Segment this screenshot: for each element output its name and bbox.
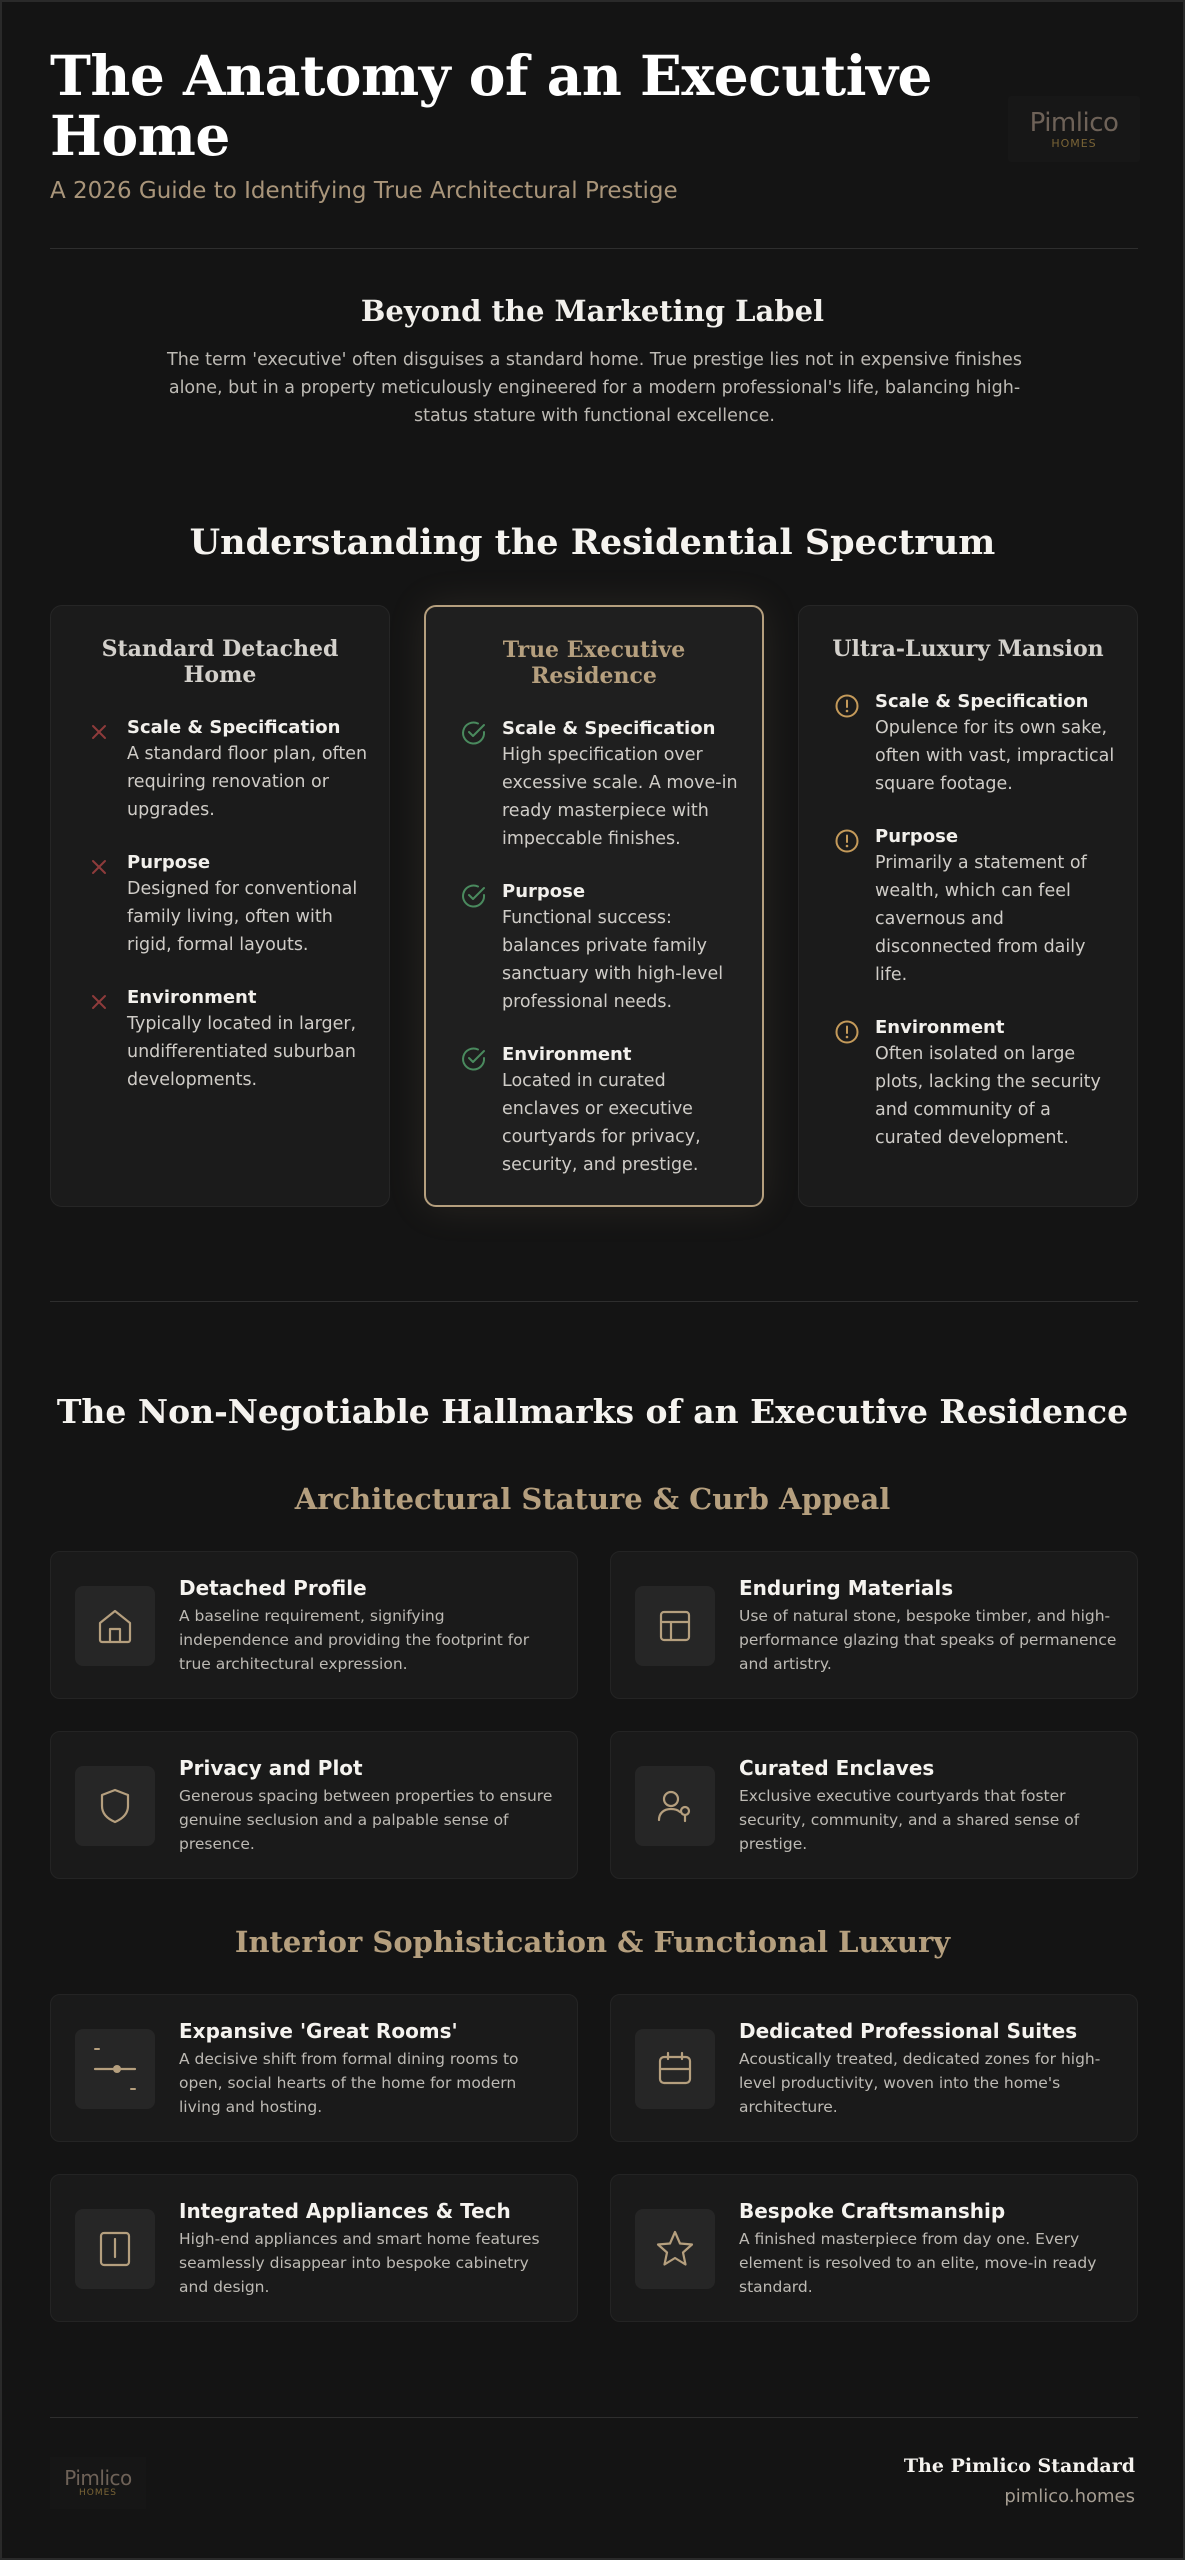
card-title: Curated Enclaves (739, 1756, 935, 1780)
card-title: Bespoke Craftsmanship (739, 2199, 1006, 2223)
hallmarks-group-title: Architectural Stature & Curb Appeal (294, 1482, 891, 1516)
house-icon (75, 1586, 155, 1666)
criterion-item (833, 825, 1117, 989)
card-title: Integrated Appliances & Tech (179, 2199, 511, 2223)
hallmark-card (50, 1731, 578, 1879)
card-title: Privacy and Plot (179, 1756, 363, 1780)
page-subtitle: A 2026 Guide to Identifying True Architectural Prestige (50, 178, 678, 204)
x-icon (85, 853, 113, 881)
divider (50, 248, 1138, 249)
criterion-item (85, 986, 369, 1094)
alert-circle-icon (833, 692, 861, 720)
footer-url-link[interactable]: pimlico.homes (1004, 2486, 1135, 2507)
card-text: A baseline requirement, signifying independence and providing the footprint for true architectural expression. (179, 1607, 530, 1673)
criterion-item (85, 716, 369, 824)
brand-logo[interactable] (1008, 96, 1140, 162)
spectrum-title: Understanding the Residential Spectrum (189, 522, 996, 563)
criterion-name: Environment (875, 1017, 1005, 1038)
logo-wordmark: Pimlico (64, 2466, 132, 2490)
layout-panel-icon (635, 1586, 715, 1666)
criterion-item (460, 880, 742, 1016)
criterion-name: Purpose (127, 852, 211, 873)
sliders-icon (75, 2029, 155, 2109)
card-text: High-end appliances and smart home features seamlessly disappear into bespoke cabinetry and design. (179, 2230, 540, 2296)
card-title: Enduring Materials (739, 1576, 954, 1600)
hallmark-card (50, 1994, 578, 2142)
spectrum-comparison (50, 605, 1138, 1207)
x-icon (85, 988, 113, 1016)
hallmark-card (50, 2174, 578, 2322)
criterion-name: Environment (502, 1044, 632, 1065)
criterion-name: Scale & Specification (127, 717, 341, 738)
users-icon (635, 1766, 715, 1846)
column-title: Ultra-Luxury Mansion (832, 636, 1104, 662)
alert-circle-icon (833, 1018, 861, 1046)
spectrum-column-mansion (798, 605, 1138, 1207)
card-title: Expansive 'Great Rooms' (179, 2019, 458, 2043)
criterion-text: Functional success: balances private family sanctuary with high-level professional needs. (502, 908, 724, 1012)
footer-brand-name: The Pimlico Standard (903, 2455, 1135, 2477)
alert-circle-icon (833, 827, 861, 855)
footer-logo[interactable] (50, 2457, 146, 2509)
hallmark-card (610, 1731, 1138, 1879)
criterion-item (833, 1016, 1117, 1152)
card-text: Acoustically treated, dedicated zones for high-level productivity, woven into the home's architecture. (739, 2050, 1101, 2116)
hallmark-card (610, 1551, 1138, 1699)
criterion-text: Primarily a statement of wealth, which can feel cavernous and disconnected from daily life. (875, 853, 1087, 985)
criterion-text: A standard floor plan, often requiring renovation or upgrades. (127, 744, 368, 820)
shield-icon (75, 1766, 155, 1846)
criterion-text: Located in curated enclaves or executive courtyards for privacy, security, and prestige. (502, 1071, 701, 1175)
criterion-name: Purpose (502, 881, 586, 902)
star-icon (635, 2209, 715, 2289)
logo-subtext: HOMES (78, 2488, 118, 2498)
card-text: A decisive shift from formal dining rooms to open, social hearts of the home for modern living and hosting. (179, 2050, 519, 2116)
intro-text: The term 'executive' often disguises a standard home. True prestige lies not in expensive finishes alone, but in a property meticulously engineered for a modern professional's life, balancing high-status stature with functional excellence. (167, 350, 1022, 426)
appliance-icon (75, 2209, 155, 2289)
criterion-item (85, 851, 369, 959)
criterion-name: Purpose (875, 826, 959, 847)
hallmark-card (610, 2174, 1138, 2322)
logo-subtext: HOMES (1051, 136, 1097, 150)
criterion-text: High specification over excessive scale. A move-in ready masterpiece with impeccable finishes. (502, 745, 738, 849)
header (50, 43, 1140, 206)
logo-wordmark: Pimlico (1029, 107, 1119, 138)
criterion-item (460, 717, 742, 853)
criterion-text: Typically located in larger, undifferentiated suburban developments. (127, 1014, 357, 1090)
intro-title: Beyond the Marketing Label (360, 294, 825, 328)
hallmarks-title: The Non-Negotiable Hallmarks of an Executive Residence (56, 1392, 1129, 1431)
criterion-text: Designed for conventional family living, often with rigid, formal layouts. (127, 879, 358, 955)
criterion-item (460, 1043, 742, 1179)
divider (50, 1301, 1138, 1302)
card-text: Use of natural stone, bespoke timber, and high-performance glazing that speaks of permanence and artistry. (739, 1607, 1117, 1673)
hallmarks-group-title: Interior Sophistication & Functional Luxury (234, 1925, 951, 1959)
criterion-text: Often isolated on large plots, lacking the security and community of a curated development. (875, 1044, 1101, 1148)
column-title: True Executive Residence (502, 637, 686, 689)
card-title: Detached Profile (179, 1576, 367, 1600)
check-circle-icon (460, 719, 488, 747)
criterion-name: Scale & Specification (502, 718, 716, 739)
criterion-item (833, 690, 1117, 798)
spectrum-column-standard (50, 605, 390, 1207)
hallmark-card (610, 1994, 1138, 2142)
x-icon (85, 718, 113, 746)
page-title: The Anatomy of an Executive Home (50, 43, 932, 168)
hallmark-card (50, 1551, 578, 1699)
calendar-icon (635, 2029, 715, 2109)
column-title: Standard Detached Home (101, 636, 339, 688)
criterion-name: Scale & Specification (875, 691, 1089, 712)
card-text: A finished masterpiece from day one. Every element is resolved to an elite, move-in ready standard. (739, 2230, 1097, 2296)
spectrum-column-executive (424, 605, 764, 1207)
criterion-name: Environment (127, 987, 257, 1008)
card-text: Generous spacing between properties to ensure genuine seclusion and a palpable sense of presence. (179, 1787, 553, 1853)
card-text: Exclusive executive courtyards that foster security, community, and a shared sense of prestige. (739, 1787, 1080, 1853)
check-circle-icon (460, 1045, 488, 1073)
divider (50, 2417, 1138, 2418)
criterion-text: Opulence for its own sake, often with vast, impractical square footage. (875, 718, 1115, 794)
check-circle-icon (460, 882, 488, 910)
card-title: Dedicated Professional Suites (739, 2019, 1078, 2043)
